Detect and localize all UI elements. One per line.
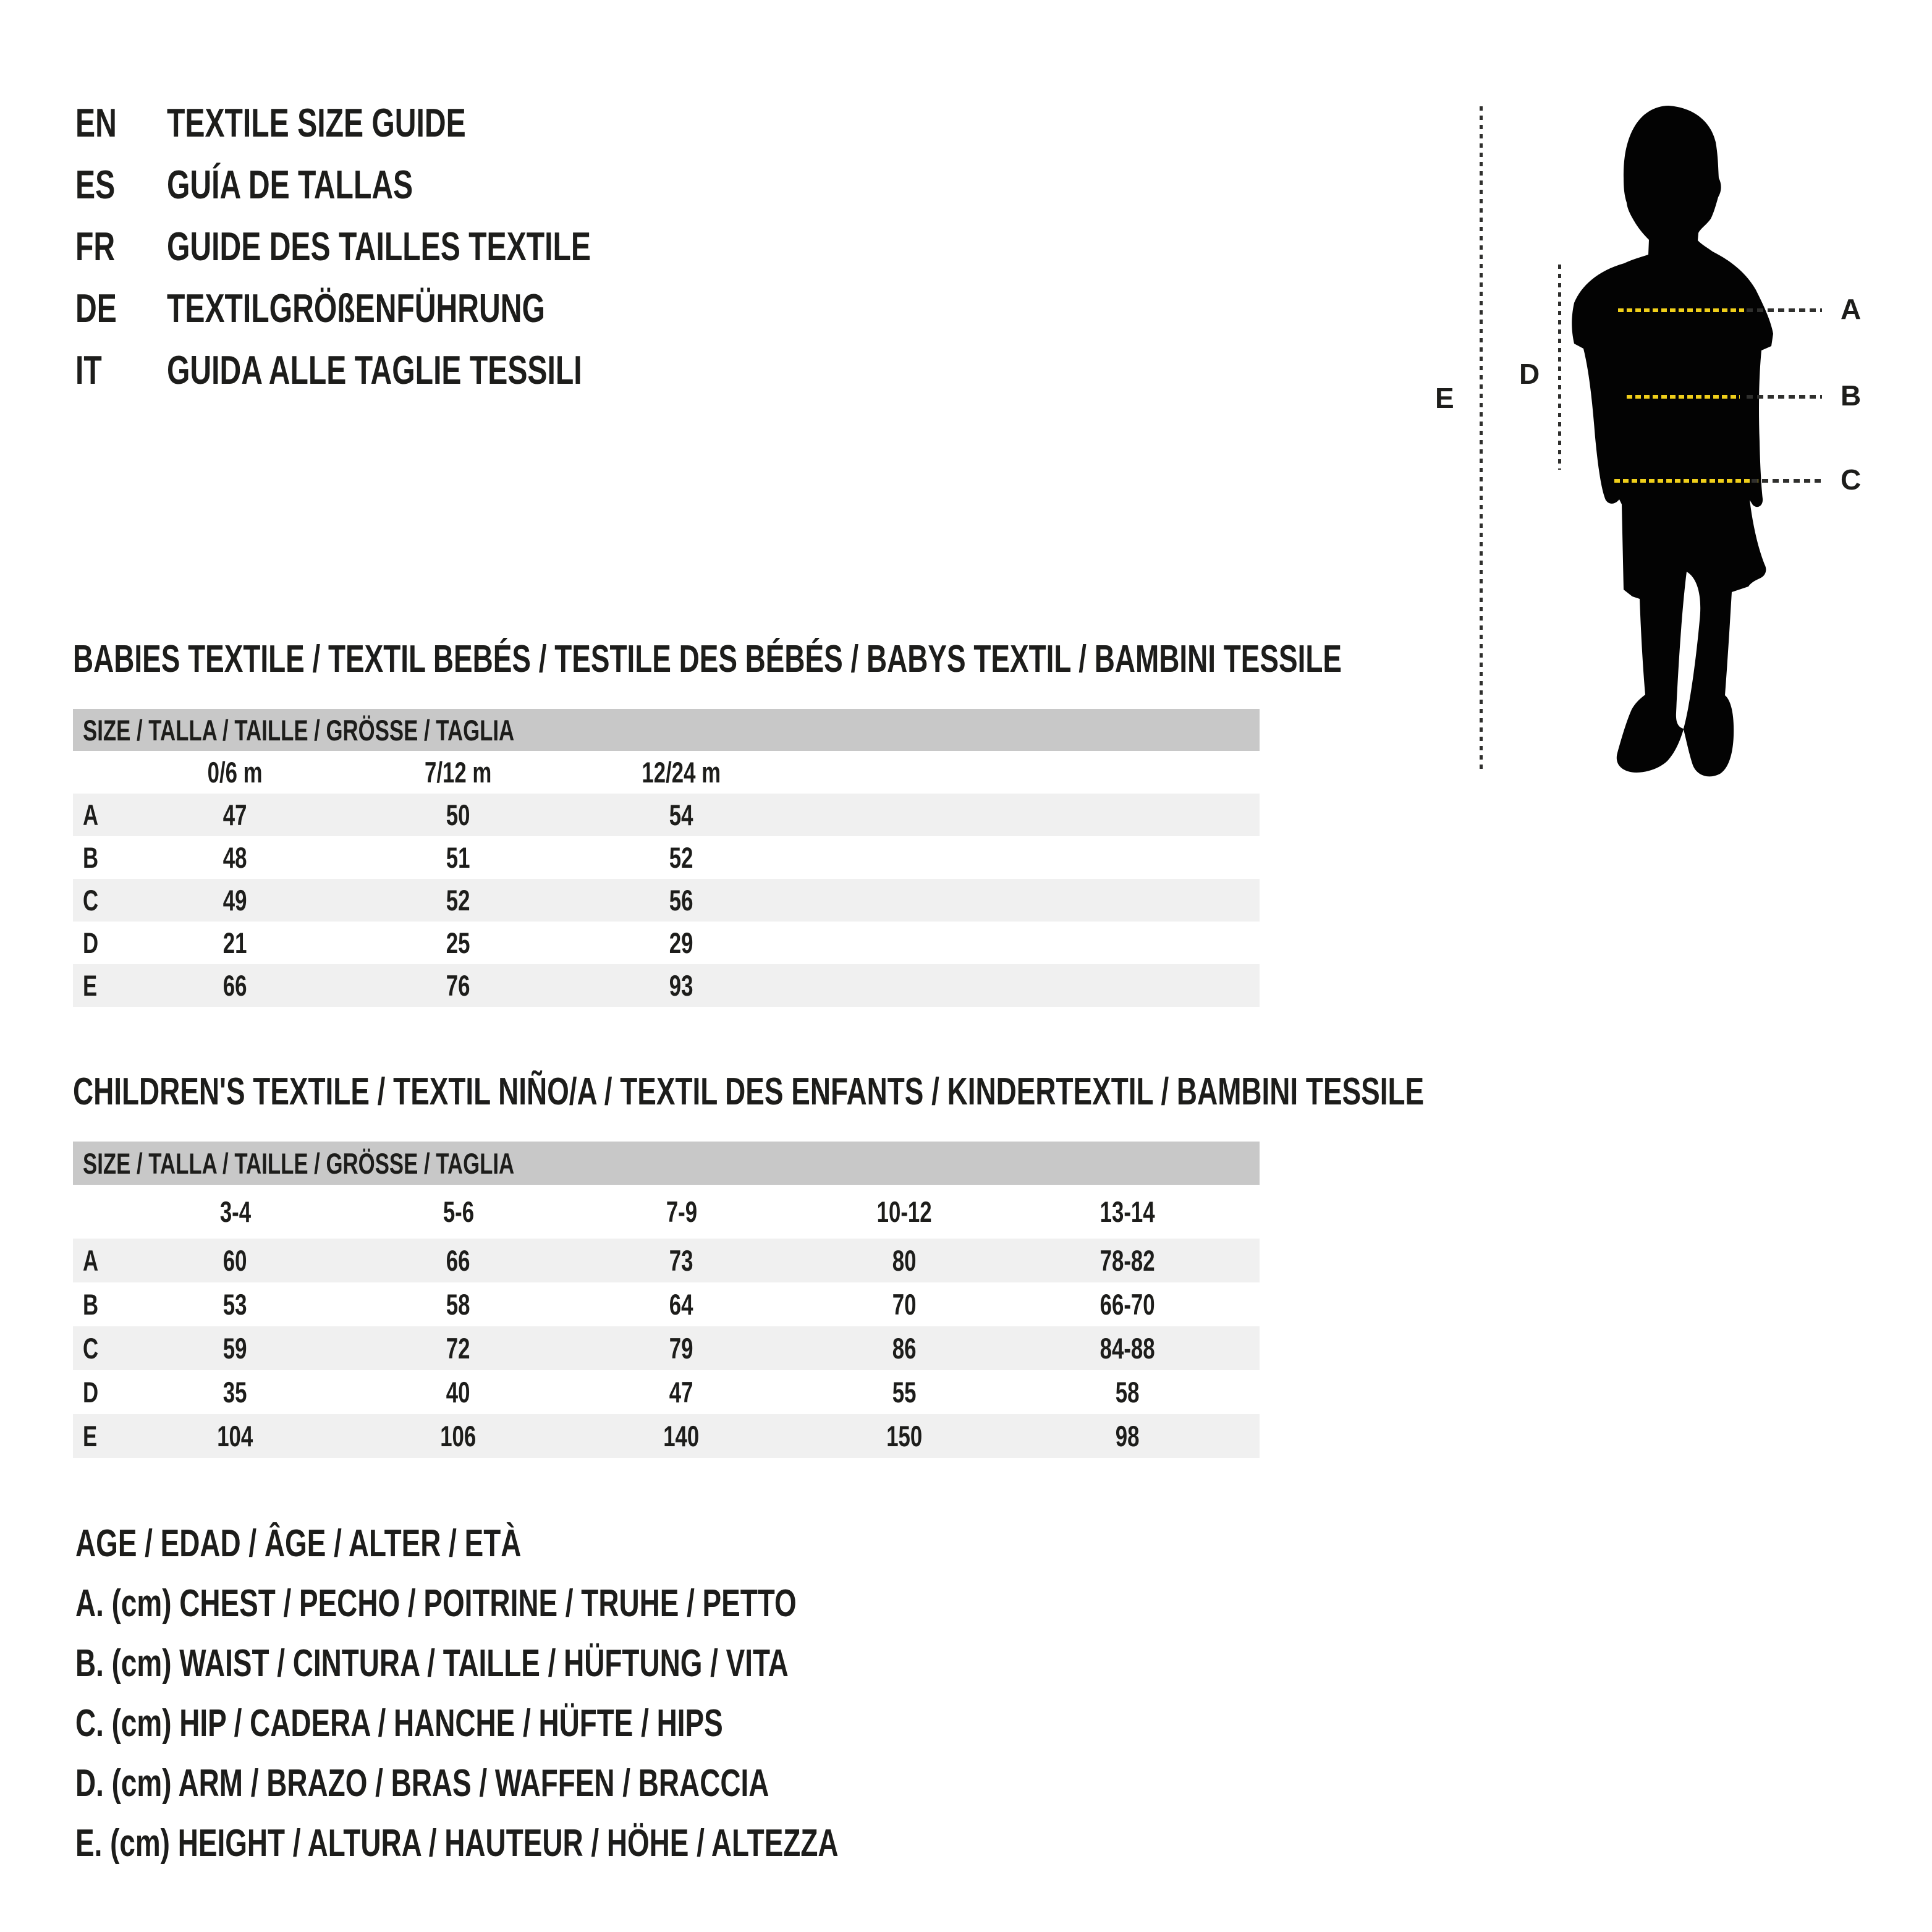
table-cell: 64 (669, 1288, 693, 1321)
waist-leader-b-icon (1747, 395, 1822, 399)
babies-column-header: 12/24 m (642, 756, 721, 789)
legend-line-age: AGE / EDAD / ÂGE / ALTER / ETÀ (75, 1522, 522, 1565)
row-label: A (83, 799, 99, 831)
table-cell: 52 (669, 841, 693, 874)
table-row (73, 1370, 1260, 1414)
figure-label-b: B (1841, 379, 1861, 412)
chest-dash-a-icon (1618, 308, 1744, 312)
table-cell: 98 (1116, 1420, 1140, 1452)
children-size-table (73, 1142, 1260, 1458)
table-cell: 73 (669, 1244, 693, 1277)
table-cell: 51 (446, 841, 470, 874)
table-cell: 53 (223, 1288, 247, 1321)
waist-dash-b-icon (1627, 395, 1740, 399)
table-row (73, 1326, 1260, 1370)
table-cell: 21 (223, 926, 247, 959)
table-row (73, 922, 1260, 964)
figure-label-a: A (1841, 293, 1861, 325)
arm-line-d-icon (1558, 265, 1561, 470)
table-cell: 78-82 (1100, 1244, 1155, 1277)
hip-leader-c-icon (1752, 479, 1822, 483)
table-cell: 48 (223, 841, 247, 874)
table-row (73, 879, 1260, 922)
table-cell: 29 (669, 926, 693, 959)
table-cell: 55 (892, 1376, 917, 1409)
table-cell: 60 (223, 1244, 247, 1277)
table-cell: 47 (669, 1376, 693, 1409)
babies-column-header-row (73, 751, 1260, 794)
table-row (73, 964, 1260, 1007)
babies-size-table (73, 709, 1260, 1007)
table-cell: 66 (446, 1244, 470, 1277)
babies-column-header: 0/6 m (208, 756, 263, 789)
table-cell: 106 (440, 1420, 477, 1452)
table-cell: 84-88 (1100, 1332, 1155, 1365)
table-cell: 150 (886, 1420, 923, 1452)
language-title: TEXTILE SIZE GUIDE (167, 100, 466, 145)
table-cell: 40 (446, 1376, 470, 1409)
row-label: B (83, 1288, 99, 1321)
figure-label-c: C (1841, 464, 1861, 496)
table-cell: 50 (446, 799, 470, 831)
table-cell: 76 (446, 969, 470, 1002)
figure-label-d: D (1519, 358, 1540, 390)
row-label: A (83, 1244, 99, 1277)
table-cell: 58 (1116, 1376, 1140, 1409)
legend-line-height: E. (cm) HEIGHT / ALTURA / HAUTEUR / HÖHE / ALTEZZA (75, 1822, 839, 1865)
table-cell: 72 (446, 1332, 470, 1365)
children-column-header: 3-4 (219, 1195, 251, 1228)
table-cell: 104 (217, 1420, 253, 1452)
table-cell: 35 (223, 1376, 247, 1409)
row-label: E (83, 1420, 98, 1452)
row-label: D (83, 1376, 99, 1409)
language-title: GUIDA ALLE TAGLIE TESSILI (167, 347, 582, 392)
figure-label-e: E (1435, 382, 1454, 414)
language-title: GUIDE DES TAILLES TEXTILE (167, 224, 591, 269)
table-cell: 47 (223, 799, 247, 831)
children-column-header: 7-9 (666, 1195, 697, 1228)
table-cell: 54 (669, 799, 693, 831)
table-row (73, 1414, 1260, 1458)
children-column-header: 10-12 (877, 1195, 932, 1228)
table-cell: 66 (223, 969, 247, 1002)
language-code: DE (75, 286, 117, 331)
row-label: B (83, 841, 99, 874)
child-silhouette-icon (1570, 104, 1777, 784)
table-cell: 86 (892, 1332, 917, 1365)
row-label: C (83, 1332, 99, 1365)
table-cell: 79 (669, 1332, 693, 1365)
babies-size-header-label: SIZE / TALLA / TAILLE / GRÖSSE / TAGLIA (83, 713, 515, 747)
table-cell: 49 (223, 884, 247, 917)
babies-column-header: 7/12 m (425, 756, 492, 789)
row-label: E (83, 969, 98, 1002)
table-cell: 58 (446, 1288, 470, 1321)
children-section-title: CHILDREN'S TEXTILE / TEXTIL NIÑO/A / TEXTIL DES ENFANTS / KINDERTEXTIL / BAMBINI TESSILE (73, 1070, 1425, 1113)
children-column-header: 5-6 (443, 1195, 474, 1228)
table-row (73, 794, 1260, 836)
table-cell: 70 (892, 1288, 917, 1321)
children-column-header: 13-14 (1100, 1195, 1155, 1228)
babies-table-header-bar (73, 709, 1260, 751)
language-code: EN (75, 100, 117, 145)
row-label: D (83, 926, 99, 959)
table-cell: 52 (446, 884, 470, 917)
language-code: IT (75, 347, 102, 392)
children-table-header-bar (73, 1142, 1260, 1185)
children-size-header-label: SIZE / TALLA / TAILLE / GRÖSSE / TAGLIA (83, 1146, 515, 1180)
language-title: GUÍA DE TALLAS (167, 162, 413, 207)
table-row (73, 836, 1260, 879)
table-cell: 140 (663, 1420, 700, 1452)
table-row (73, 1239, 1260, 1282)
legend-line-waist: B. (cm) WAIST / CINTURA / TAILLE / HÜFTUNG / VITA (75, 1642, 789, 1685)
language-code: FR (75, 224, 116, 269)
table-cell: 25 (446, 926, 470, 959)
babies-section-title: BABIES TEXTILE / TEXTIL BEBÉS / TESTILE DES BÉBÉS / BABYS TEXTIL / BAMBINI TESSILE (73, 638, 1342, 680)
children-column-header-row (73, 1185, 1260, 1239)
chest-leader-a-icon (1747, 308, 1822, 312)
table-cell: 93 (669, 969, 693, 1002)
hip-dash-c-icon (1614, 479, 1761, 483)
legend-line-hip: C. (cm) HIP / CADERA / HANCHE / HÜFTE / HIPS (75, 1702, 723, 1745)
table-cell: 80 (892, 1244, 917, 1277)
language-code: ES (75, 162, 116, 207)
table-cell: 56 (669, 884, 693, 917)
table-cell: 59 (223, 1332, 247, 1365)
legend-line-chest: A. (cm) CHEST / PECHO / POITRINE / TRUHE / PETTO (75, 1582, 797, 1625)
legend-line-arm: D. (cm) ARM / BRAZO / BRAS / WAFFEN / BRACCIA (75, 1762, 769, 1805)
language-title: TEXTILGRÖßENFÜHRUNG (167, 286, 545, 331)
table-cell: 66-70 (1100, 1288, 1155, 1321)
row-label: C (83, 884, 99, 917)
table-row (73, 1282, 1260, 1326)
